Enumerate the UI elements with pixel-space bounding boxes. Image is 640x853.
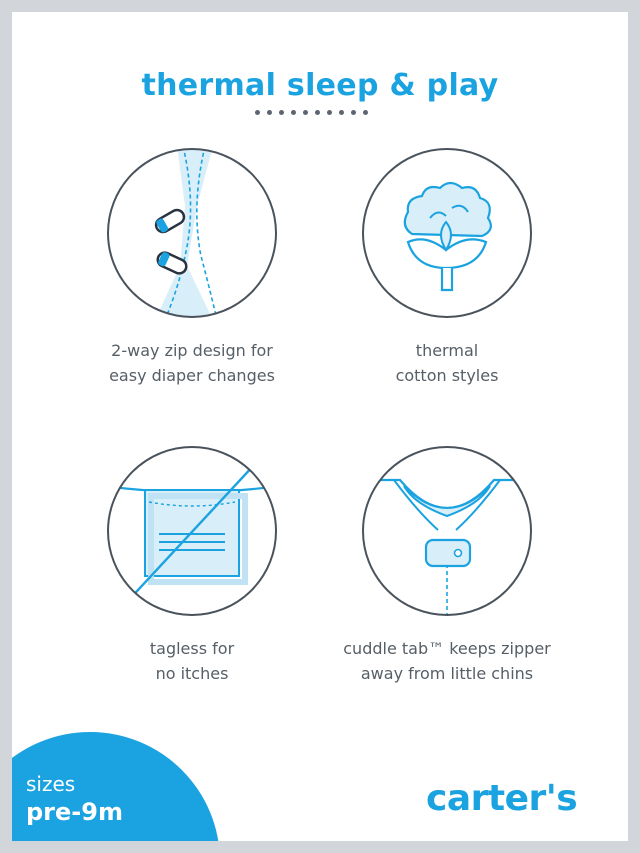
feature-caption-cotton: thermal cotton styles <box>395 341 499 385</box>
feature-cotton <box>317 146 577 388</box>
feature-zipper <box>62 146 322 388</box>
page-title: thermal sleep & play <box>141 68 499 103</box>
brand-logo: carter's <box>426 778 578 819</box>
feature-tagless <box>62 444 322 686</box>
infographic-card <box>12 12 628 841</box>
cotton-icon <box>360 146 534 320</box>
feature-caption-tagless: tagless for no itches <box>149 639 235 683</box>
cuddle-tab-icon <box>360 444 534 618</box>
sizes-value: pre-9m <box>26 798 123 826</box>
sizes-label: sizes <box>26 772 76 796</box>
feature-cuddle-tab <box>317 444 577 686</box>
feature-caption-zipper: 2-way zip design for easy diaper changes <box>109 341 275 385</box>
zipper-icon <box>105 146 279 320</box>
dot-divider <box>255 110 368 115</box>
feature-caption-cuddle-tab: cuddle tab™ keeps zipper away from little chins <box>343 639 551 683</box>
tagless-icon <box>105 444 279 618</box>
